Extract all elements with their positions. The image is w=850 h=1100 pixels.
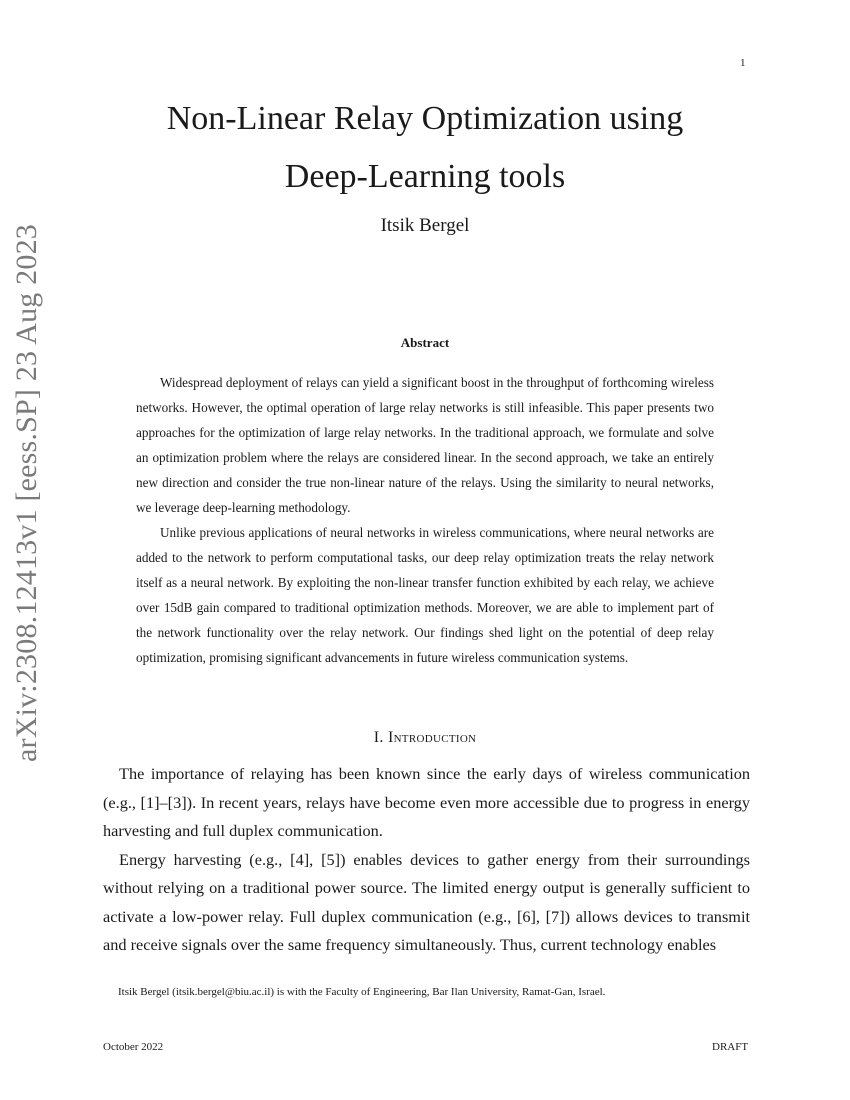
arxiv-stamp: arXiv:2308.12413v1 [eess.SP] 23 Aug 2023 (10, 224, 43, 762)
title-line-2: Deep-Learning tools (284, 158, 566, 195)
title-line-1: Non-Linear Relay Optimization using (166, 100, 684, 137)
body-paragraph: The importance of relaying has been known since the early days of wireless communication (e.g., [1]–[3]). In recent years, relays have become even more accessible due to progress in energy harvesting and full duplex communication. (103, 764, 750, 840)
footer-date: October 2022 (103, 1041, 164, 1053)
section-title: Introduction (387, 729, 477, 746)
abstract-paragraph: Widespread deployment of relays can yield a significant boost in the throughput of forthcoming wireless networks. However, the optimal operation of large relay networks is still infeasible. This paper presents two approaches for the optimization of large relay networks. In the traditional approach, we formulate and solve an optimization problem where the relays are considered linear. In the second approach, we take an entirely new direction and consider the true non-linear nature of the relays. Using the similarity to neural networks, we leverage deep-learning methodology. (136, 375, 714, 515)
introduction-body (103, 760, 750, 960)
author: Itsik Bergel (380, 215, 470, 236)
body-paragraph: Energy harvesting (e.g., [4], [5]) enables devices to gather energy from their surroundings without relying on a traditional power source. The limited energy output is generally sufficient to activate a low-power relay. Full duplex communication (e.g., [6], [7]) allows devices to transmit and receive signals over the same frequency simultaneously. Thus, current technology enables (103, 849, 750, 954)
abstract-heading: Abstract (400, 335, 450, 350)
abstract (136, 370, 714, 670)
page-number: 1 (740, 57, 746, 69)
section-heading (100, 729, 750, 747)
abstract-paragraph: Unlike previous applications of neural networks in wireless communications, where neural networks are added to the network to perform computational tasks, our deep relay optimization treats the relay network itself as a neural network. By exploiting the non-linear transfer function exhibited by each relay, we achieve over 15dB gain compared to traditional optimization methods. Moreover, we are able to implement part of the network functionality over the relay network. Our findings shed light on the potential of deep relay optimization, promising significant advancements in future wireless communication systems. (136, 525, 714, 665)
footnote: Itsik Bergel (itsik.bergel@biu.ac.il) is with the Faculty of Engineering, Bar Ilan University, Ramat-Gan, Israel. (118, 986, 606, 998)
section-number: I. (373, 729, 384, 746)
footer-status: DRAFT (712, 1041, 749, 1053)
paper-title (100, 90, 750, 206)
